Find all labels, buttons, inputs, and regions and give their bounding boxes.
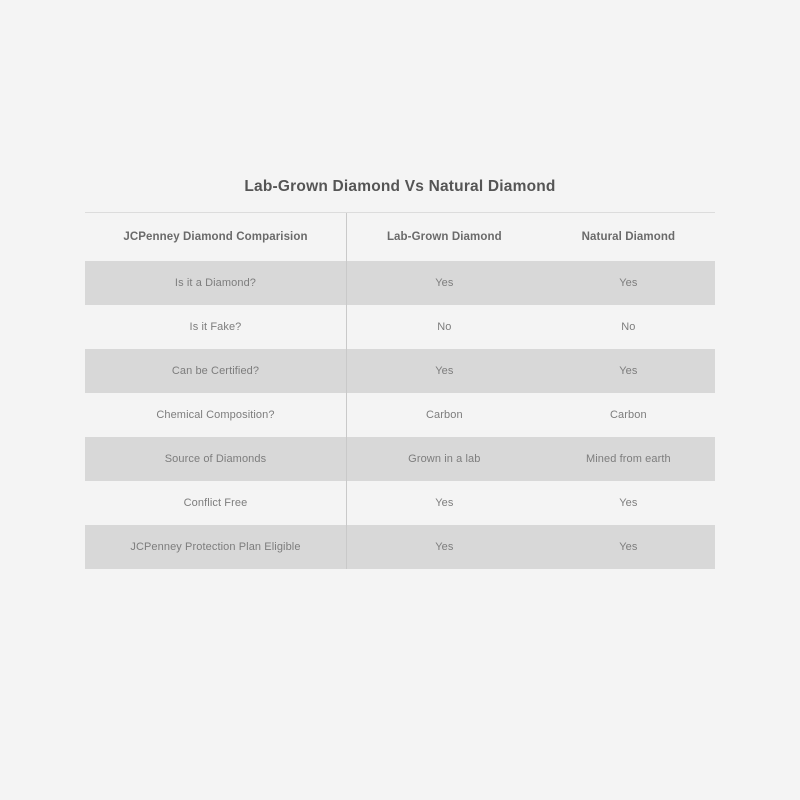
cell-natural: Mined from earth bbox=[542, 437, 715, 481]
diamond-comparison-table bbox=[85, 213, 715, 569]
cell-natural: Yes bbox=[542, 349, 715, 393]
cell-lab-grown: Carbon bbox=[346, 393, 541, 437]
cell-lab-grown: Yes bbox=[346, 261, 541, 305]
table-header bbox=[85, 213, 715, 261]
cell-lab-grown: Yes bbox=[346, 481, 541, 525]
column-header-lab-grown: Lab-Grown Diamond bbox=[346, 213, 541, 261]
cell-natural: Yes bbox=[542, 525, 715, 569]
table-row bbox=[85, 305, 715, 349]
table-row bbox=[85, 525, 715, 569]
cell-feature: Is it a Diamond? bbox=[85, 261, 346, 305]
table-header-row bbox=[85, 213, 715, 261]
table-row bbox=[85, 481, 715, 525]
page-title: Lab-Grown Diamond Vs Natural Diamond bbox=[85, 178, 715, 213]
table-row bbox=[85, 261, 715, 305]
cell-feature: JCPenney Protection Plan Eligible bbox=[85, 525, 346, 569]
cell-natural: Yes bbox=[619, 497, 638, 509]
cell-feature: Conflict Free bbox=[183, 497, 248, 509]
cell-feature: Chemical Composition? bbox=[156, 409, 275, 421]
cell-lab-grown: No bbox=[346, 305, 541, 349]
cell-natural: Yes bbox=[542, 261, 715, 305]
cell-natural: Carbon bbox=[610, 409, 647, 421]
table-row bbox=[85, 349, 715, 393]
table-row bbox=[85, 393, 715, 437]
cell-natural: No bbox=[621, 321, 636, 333]
cell-feature: Source of Diamonds bbox=[85, 437, 346, 481]
cell-feature: Is it Fake? bbox=[189, 321, 242, 333]
column-header-natural: Natural Diamond bbox=[581, 231, 676, 243]
cell-feature: Can be Certified? bbox=[85, 349, 346, 393]
table-row bbox=[85, 437, 715, 481]
table-body bbox=[85, 261, 715, 569]
cell-lab-grown: Yes bbox=[346, 349, 541, 393]
cell-lab-grown: Grown in a lab bbox=[346, 437, 541, 481]
cell-lab-grown: Yes bbox=[346, 525, 541, 569]
column-header-feature: JCPenney Diamond Comparision bbox=[123, 231, 308, 243]
comparison-section bbox=[85, 178, 715, 569]
